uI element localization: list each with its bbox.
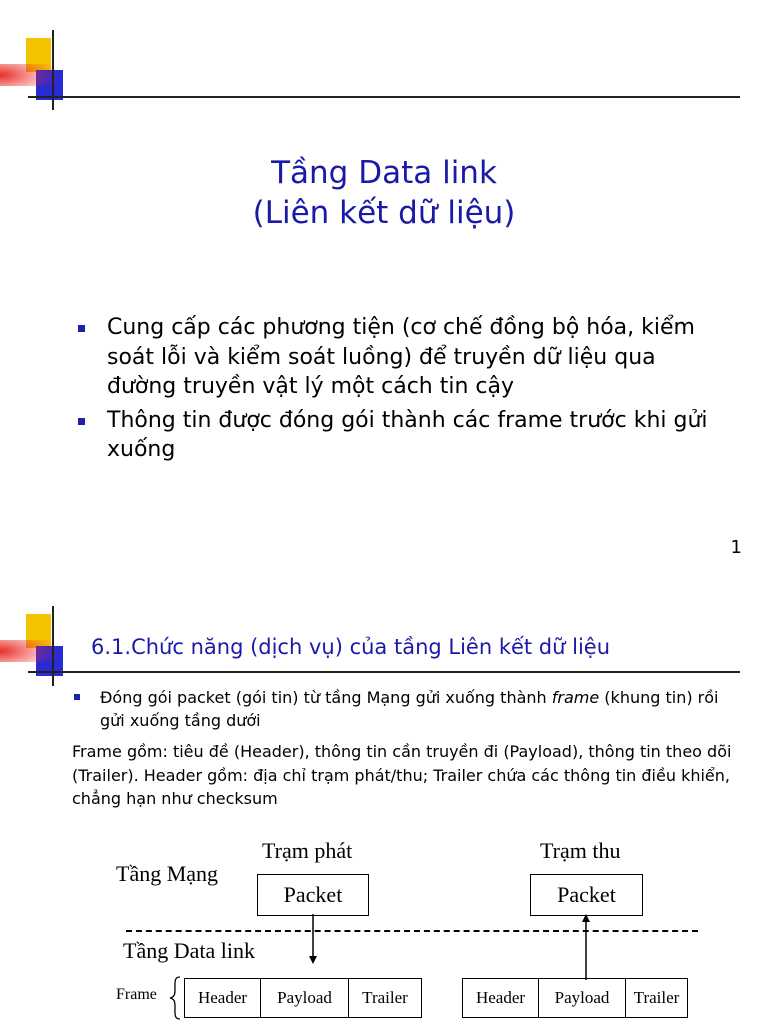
bullet-text: Cung cấp các phương tiện (cơ chế đồng bộ hóa, kiểm soát lỗi và kiểm soát luồng) để truyền dữ liệu qua đường truyền vật lý một cách tin cậy: [107, 315, 695, 399]
datalink-layer-label: Tầng Data link: [123, 938, 255, 963]
bullet-square-icon: [78, 325, 85, 332]
bullet-square-icon: [74, 694, 80, 700]
title-line-1: Tầng Data link: [271, 155, 497, 191]
receiver-frame: [462, 978, 688, 1018]
frame-label: Frame: [116, 986, 157, 1003]
slide-title: [0, 153, 768, 233]
bullet-text: Thông tin được đóng gói thành các frame trước khi gửi xuống: [107, 407, 708, 462]
frame-payload-cell: Payload: [261, 979, 349, 1017]
arrows: [300, 914, 600, 980]
page-number: 1: [730, 537, 742, 558]
slide-2: [0, 578, 768, 1024]
receiver-label: Trạm thu: [540, 838, 621, 863]
sender-label: Trạm phát: [262, 838, 353, 863]
brace-icon: [168, 976, 182, 1020]
bullet-list: [78, 313, 728, 469]
frame-trailer-cell: Trailer: [633, 988, 680, 1007]
slide-title: 6.1.Chức năng (dịch vụ) của tầng Liên kết dữ liệu: [91, 635, 611, 659]
frame-payload-cell: Payload: [539, 979, 626, 1017]
bullet-text-emphasis: frame: [551, 688, 600, 707]
slide-logo-icon: [0, 606, 100, 686]
bullet-text-after: (khung tin) rồi gửi xuống tầng dưới: [100, 688, 719, 730]
frame-header-cell: Header: [463, 979, 539, 1017]
bullet-item: [74, 686, 728, 732]
bullet-square-icon: [78, 418, 85, 425]
receiver-packet-box: Packet: [530, 874, 643, 916]
slide-logo-icon: [0, 30, 100, 110]
bullet-item: [78, 406, 728, 465]
frame-description: Frame gồm: tiêu đề (Header), thông tin cần truyền đi (Payload), thông tin theo dõi (Trailer). Header gồm: địa chỉ trạm phát/thu; Trailer chứa các thông tin điều khiển, chẳng hạn như checksum: [72, 742, 732, 808]
bullet-item: [78, 313, 728, 402]
frame-header-cell: Header: [185, 979, 261, 1017]
network-layer-label: Tầng Mạng: [116, 861, 219, 886]
frame-trailer-cell: Trailer: [362, 988, 408, 1007]
up-arrow-head-icon: [582, 914, 590, 922]
sender-packet-box: Packet: [257, 874, 369, 916]
header-rule: [28, 96, 740, 98]
down-arrow-head-icon: [309, 956, 317, 964]
sender-frame: [184, 978, 422, 1018]
bullet-list: [74, 686, 728, 732]
title-line-2: (Liên kết dữ liệu): [252, 195, 516, 231]
bullet-text-before: Đóng gói packet (gói tin) từ tầng Mạng gửi xuống thành: [100, 688, 552, 707]
header-rule: [28, 671, 740, 673]
